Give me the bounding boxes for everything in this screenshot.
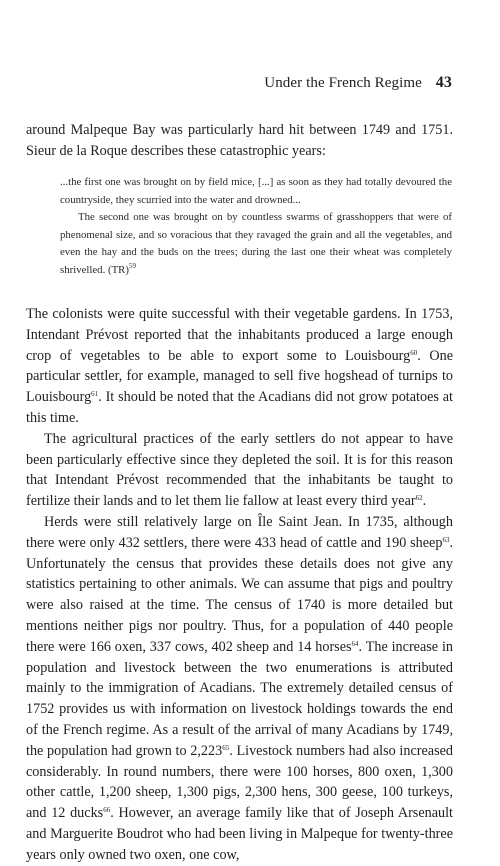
paragraph-herds [26, 512, 453, 866]
page-number: 43 [435, 74, 452, 91]
opening-paragraph: around Malpeque Bay was particularly hard hit between 1749 and 1751. Sieur de la Roque describes these catastrophic years: [26, 122, 453, 159]
quote-paragraph-2 [60, 209, 452, 279]
opening-paragraph-block [26, 120, 453, 162]
paragraph-herds-d: . Livestock numbers had also increased considerably. In round numbers, there were 100 horses, 800 oxen, 1,300 other cattle, 1,200 sheep, 1,300 pigs, 2,300 hens, 300 geese, 100 turkeys, and 12 ducks [26, 742, 453, 822]
quote-paragraph-1: ...the first one was brought on by field mice, [...] as soon as they had totally devoured the countryside, they scurried into the water and drowned... [60, 176, 452, 206]
paragraph-herds-a: Herds were still relatively large on Île Saint Jean. In 1735, although there were only 432 settlers, there were 433 head of cattle and 190 sheep [26, 513, 453, 551]
paragraph-agricultural-practices [26, 429, 453, 512]
block-quote [60, 174, 452, 280]
footnote-ref-59: 59 [128, 261, 136, 270]
footnote-ref-64: 64 [351, 639, 359, 648]
paragraph-agricultural-practices-b: . [422, 493, 427, 510]
paragraph-herds-c: . The increase in population and livestock between the two enumerations is attributed mainly to the immigration of Acadians. The extremely detailed census of 1752 provides us with information on livestock holdings towards the end of the French regime. As a result of the arrival of many Acadians by 1749, the population had grown to 2,223 [26, 638, 453, 759]
running-header [264, 74, 452, 92]
paragraph-vegetable-gardens-b: . One particular settler, for example, managed to sell five hogshead of turnips to Louisbourg [26, 347, 453, 406]
paragraph-vegetable-gardens-a: The colonists were quite successful with their vegetable gardens. In 1753, Intendant Prévost reported that the inhabitants produced a large enough crop of vegetables to be able to export some to Louisbourg [26, 306, 453, 364]
paragraph-herds-e: . However, an average family like that of Joseph Arsenault and Marguerite Boudrot who had been living in Malpeque for twenty-three years only owned two oxen, one cow, [26, 805, 453, 863]
footnote-ref-62: 62 [415, 494, 423, 503]
paragraph-vegetable-gardens [26, 304, 453, 429]
footnote-ref-60: 60 [410, 348, 418, 357]
footnote-ref-61: 61 [91, 390, 99, 399]
footnote-ref-65: 65 [222, 743, 230, 752]
main-text [26, 304, 453, 866]
footnote-ref-66: 66 [103, 806, 111, 815]
paragraph-herds-b: . Unfortunately the census that provides these details does not give any statistics pertaining to other animals. We can assume that pigs and poultry were also raised at the time. The census of 1740 is more detailed but mentions neither pigs nor poultry. Thus, for a population of 440 people there were 166 oxen, 337 cows, 402 sheep and 14 horses [26, 534, 453, 655]
footnote-ref-63: 63 [442, 535, 450, 544]
running-title: Under the French Regime [264, 75, 422, 91]
paragraph-agricultural-practices-a: The agricultural practices of the early settlers do not appear to have been particularly effective since they depleted the soil. It is for this reason that Intendant Prévost recommended that the inhabitants be taught to fertilize their lands and to let them lie fallow at least every third year [26, 430, 453, 510]
paragraph-vegetable-gardens-c: . It should be noted that the Acadians did not grow potatoes at this time. [26, 389, 453, 426]
quote-paragraph-2-text: The second one was brought on by countless swarms of grasshoppers that were of phenomenal size, and so voracious that they ravaged the grain and all the vegetables, and even the hay and the buds on the trees; during the last one their wheat was completely shrivelled. (TR) [60, 211, 452, 276]
